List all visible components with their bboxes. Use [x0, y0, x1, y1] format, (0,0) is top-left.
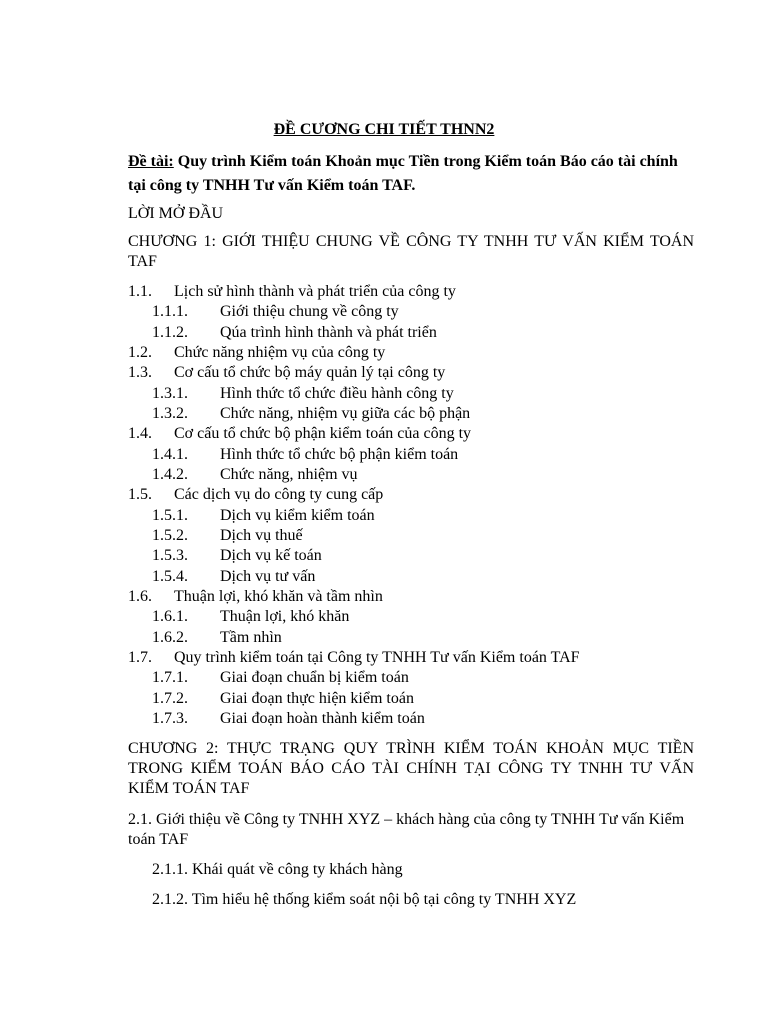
toc-item-number: 1.6.: [128, 587, 152, 605]
section-2-1-1: 2.1.1. Khái quát về công ty khách hàng: [152, 861, 403, 878]
toc-item-number: 1.3.1.: [152, 384, 188, 402]
toc-item-number: 1.3.: [128, 364, 152, 382]
toc-item-number: 1.1.: [128, 283, 152, 300]
toc-item: [128, 343, 728, 363]
toc-item: [128, 404, 728, 424]
topic-text: Quy trình Kiểm toán Khoản mục Tiền trong Kiểm toán Báo cáo tài chính tại công ty TNHH Tư vấn Kiểm toán TAF.: [128, 153, 678, 194]
toc-item-number: 1.4.: [128, 425, 152, 443]
toc-item: [128, 668, 728, 688]
toc-item-text: Giai đoạn thực hiện kiểm toán: [220, 689, 414, 707]
toc-item-number: 1.4.2.: [152, 465, 188, 483]
toc-item-text: Dịch vụ kiểm kiểm toán: [220, 506, 375, 524]
toc-item-number: 1.1.2.: [152, 323, 188, 341]
toc-item-number: 1.7.2.: [152, 689, 188, 707]
chapter-1-heading: CHƯƠNG 1: GIỚI THIỆU CHUNG VỀ CÔNG TY TNHH TƯ VẤN KIỂM TOÁN TAF: [128, 233, 694, 270]
chapter-2-heading: CHƯƠNG 2: THỰC TRẠNG QUY TRÌNH KIỂM TOÁN KHOẢN MỤC TIỀN TRONG KIỂM TOÁN BÁO CÁO TÀI CHÍNH TẠI CÔNG TY TNHH TƯ VẤN KIỂM TOÁN TAF: [128, 740, 694, 797]
toc-item: [128, 709, 728, 729]
toc-item-text: Giai đoạn chuẩn bị kiểm toán: [220, 669, 409, 687]
toc-item-number: 1.1.1.: [152, 303, 188, 321]
toc-item-number: 1.7.: [128, 648, 152, 666]
toc-item: [128, 445, 728, 465]
section-2-1-2: 2.1.2. Tìm hiểu hệ thống kiểm soát nội bộ tại công ty TNHH XYZ: [152, 891, 577, 908]
toc-item-text: Lịch sử hình thành và phát triển của công ty: [174, 283, 456, 300]
toc-item-number: 1.3.2.: [152, 404, 188, 422]
section-2-1: 2.1. Giới thiệu về Công ty TNHH XYZ – khách hàng của công ty TNHH Tư vấn Kiểm toán TAF: [128, 811, 685, 848]
toc-item: [128, 607, 728, 627]
toc-item-text: Chức năng, nhiệm vụ: [220, 465, 358, 483]
topic-label: Đề tài:: [128, 153, 174, 170]
toc-item-text: Các dịch vụ do công ty cung cấp: [174, 486, 384, 504]
toc-item-text: Dịch vụ kế toán: [220, 547, 322, 565]
toc-item: [128, 587, 728, 607]
toc-item-number: 1.2.: [128, 343, 152, 361]
toc-item: [128, 282, 728, 302]
topic-paragraph: [128, 150, 694, 198]
toc-item-text: Quy trình kiểm toán tại Công ty TNHH Tư vấn Kiểm toán TAF: [174, 648, 580, 666]
toc-item-number: 1.5.2.: [152, 526, 188, 544]
toc-item-number: 1.7.3.: [152, 709, 188, 727]
table-of-contents: [128, 282, 728, 729]
toc-item-number: 1.5.: [128, 486, 152, 504]
toc-item-number: 1.5.1.: [152, 506, 188, 524]
toc-item-text: Hình thức tổ chức bộ phận kiểm toán: [220, 445, 459, 463]
intro-heading: LỜI MỞ ĐẦU: [128, 205, 224, 222]
toc-item-text: Qúa trình hình thành và phát triển: [220, 323, 437, 341]
toc-item: [128, 506, 728, 526]
toc-item-text: Thuận lợi, khó khăn và tầm nhìn: [174, 587, 383, 605]
toc-item: [128, 424, 728, 444]
toc-item: [128, 546, 728, 566]
toc-item: [128, 567, 728, 587]
toc-item: [128, 628, 728, 648]
toc-item-text: Chức năng, nhiệm vụ giữa các bộ phận: [220, 404, 471, 422]
toc-item-text: Dịch vụ thuế: [220, 526, 303, 544]
toc-item: [128, 689, 728, 709]
toc-item-number: 1.6.2.: [152, 628, 188, 646]
toc-item-text: Giai đoạn hoàn thành kiểm toán: [220, 709, 425, 727]
toc-item: [128, 323, 728, 343]
toc-item: [128, 302, 728, 322]
toc-item-text: Thuận lợi, khó khăn: [220, 608, 350, 626]
toc-item-text: Hình thức tổ chức điều hành công ty: [220, 384, 454, 402]
toc-item-text: Giới thiệu chung về công ty: [220, 303, 399, 321]
toc-item: [128, 485, 728, 505]
toc-item-number: 1.5.3.: [152, 547, 188, 565]
document-title: ĐỀ CƯƠNG CHI TIẾT THNN2: [273, 121, 495, 138]
toc-item: [128, 526, 728, 546]
toc-item-number: 1.7.1.: [152, 669, 188, 687]
toc-item-number: 1.5.4.: [152, 567, 188, 585]
toc-item: [128, 648, 728, 668]
toc-item-number: 1.4.1.: [152, 445, 188, 463]
toc-item-text: Tầm nhìn: [220, 628, 282, 646]
toc-item: [128, 465, 728, 485]
toc-item-text: Cơ cấu tổ chức bộ máy quản lý tại công ty: [174, 364, 446, 382]
toc-item-text: Cơ cấu tổ chức bộ phận kiểm toán của công ty: [174, 425, 472, 443]
toc-item-text: Chức năng nhiệm vụ của công ty: [174, 343, 386, 361]
toc-item: [128, 384, 728, 404]
toc-item-text: Dịch vụ tư vấn: [220, 567, 316, 585]
toc-item-number: 1.6.1.: [152, 608, 188, 626]
toc-item: [128, 363, 728, 383]
